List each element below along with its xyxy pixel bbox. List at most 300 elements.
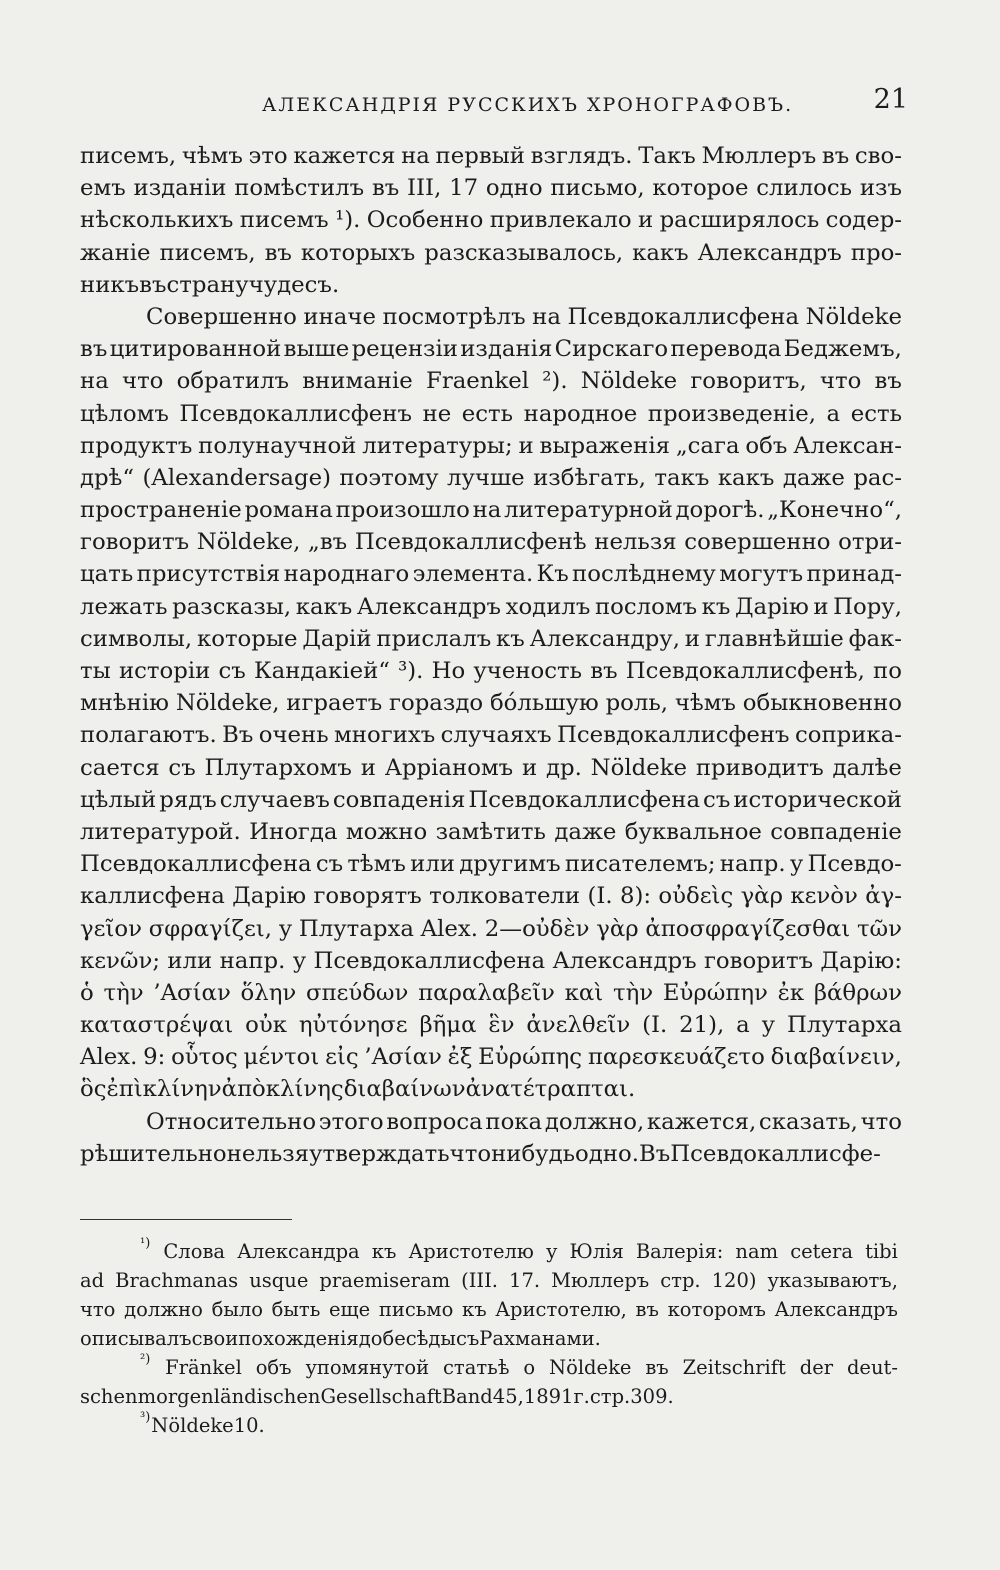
word: παραλαβεῖν — [418, 979, 555, 1006]
text-line — [80, 977, 902, 1009]
word: которомъ — [667, 1298, 766, 1321]
page-header — [80, 84, 908, 124]
word: многихъ — [334, 722, 436, 749]
word: и — [360, 754, 376, 781]
word: изъ — [859, 175, 902, 202]
word: очень — [258, 722, 329, 749]
word: цитированной — [109, 336, 282, 363]
word: διαβαίνων — [343, 1076, 466, 1103]
word: τὴν — [103, 979, 144, 1006]
word: должно — [124, 1298, 203, 1321]
word: вопроса — [386, 1108, 483, 1135]
word: совпаденія — [332, 786, 466, 813]
word: ἀνελθεῖν — [526, 1012, 631, 1039]
word: Псевдокаллисфена — [80, 851, 312, 878]
text-line — [80, 1237, 898, 1266]
word: въ — [645, 1356, 669, 1379]
word: (I. — [642, 1012, 668, 1039]
word: къ — [496, 625, 525, 652]
word: 17 — [449, 175, 479, 202]
word: дорогѣ. — [675, 497, 765, 524]
word: Nöldeke — [590, 754, 688, 781]
word: deut- — [846, 1356, 898, 1379]
word: было — [211, 1298, 263, 1321]
word: иначе — [303, 303, 376, 330]
word: Псевдокаллисфенъ — [557, 722, 790, 749]
word: ἐξ — [447, 1044, 473, 1071]
word: что — [819, 368, 862, 395]
word: съ — [455, 1327, 480, 1350]
word: ἓν — [488, 1012, 515, 1039]
word: обыкновенно — [742, 690, 902, 717]
word: цать — [80, 561, 134, 588]
word: Относительно — [146, 1108, 317, 1135]
text-line — [80, 204, 902, 236]
word: перевода — [670, 336, 782, 363]
word: въ — [80, 336, 108, 363]
footnotes — [80, 1237, 898, 1440]
word: „въ — [308, 529, 348, 556]
word: Валерія: — [635, 1240, 724, 1263]
word: Alex. — [420, 915, 479, 942]
word: которые — [196, 625, 298, 652]
word: цѣлый — [80, 786, 157, 813]
word: напр. — [719, 851, 786, 878]
word: Александръ — [356, 593, 502, 620]
word: какъ — [717, 464, 775, 491]
word: Псевдокаллисфенъ — [179, 400, 412, 427]
word: что — [80, 1298, 116, 1321]
text-line — [80, 237, 902, 269]
word: 10. — [233, 1414, 265, 1437]
text-line — [80, 269, 902, 301]
word: ἀνατέτραπται. — [465, 1076, 636, 1103]
text-line — [80, 816, 902, 848]
word: должно, — [544, 1108, 645, 1135]
word: есть — [461, 400, 514, 427]
word: др. — [545, 754, 582, 781]
word: похожденія — [238, 1327, 359, 1350]
word: указываютъ, — [767, 1269, 898, 1292]
word: упомянутой — [305, 1356, 430, 1379]
word: ученость — [473, 658, 583, 684]
footnote-separator — [80, 1219, 292, 1220]
word: рецензіи — [351, 336, 458, 363]
word: отри- — [838, 529, 902, 556]
word: съ — [315, 851, 344, 878]
word: полагаютъ. — [80, 722, 217, 749]
word: или — [410, 851, 455, 878]
word: мнѣнію — [80, 690, 170, 717]
word: Дарію: — [820, 947, 902, 974]
word: κενῶν; — [80, 947, 161, 974]
word: ³). — [398, 658, 424, 684]
word: одно — [485, 175, 543, 202]
word: Gesellschaft — [320, 1385, 442, 1408]
word: говоритъ, — [690, 368, 807, 395]
word: Псевдокаллисфена — [567, 303, 800, 330]
word: tibi — [865, 1240, 898, 1263]
word: полунаучной — [198, 432, 357, 459]
word: Псевдо- — [807, 851, 902, 878]
word: случаяхъ — [440, 722, 552, 749]
word: въ — [635, 1298, 659, 1321]
word: 120) — [711, 1269, 757, 1292]
word: про- — [850, 239, 902, 266]
word: писемъ — [239, 207, 329, 234]
word: γὰρ — [596, 915, 639, 942]
word: объ — [255, 1356, 292, 1379]
word: стр. — [589, 1385, 631, 1408]
word: это — [248, 143, 288, 169]
word: говорятъ — [313, 883, 422, 910]
word: другимъ — [459, 851, 561, 878]
word: κλίνης — [265, 1076, 344, 1103]
word: Въ — [638, 1140, 671, 1167]
text-line — [80, 848, 902, 880]
text-line — [80, 752, 902, 784]
word: кажется — [293, 143, 396, 169]
word: которое — [652, 175, 749, 202]
word: по — [873, 658, 902, 684]
word: произведеніе, — [647, 400, 816, 427]
word: der — [799, 1356, 834, 1379]
word: совпаденіе — [770, 818, 902, 845]
word: Εὐρώπην — [662, 979, 768, 1006]
word: рѣшительно — [80, 1140, 227, 1167]
word: играетъ — [286, 690, 383, 717]
text-line — [80, 430, 902, 462]
word: ὁ — [80, 979, 94, 1006]
word: элемента. — [412, 561, 534, 588]
word: народное — [523, 400, 638, 427]
word: а — [736, 1012, 750, 1039]
word: ἐπὶ — [106, 1076, 143, 1103]
word: Въ — [222, 722, 254, 749]
word: Александръ — [774, 1298, 898, 1321]
word: παρεσκευάζετο — [587, 1044, 765, 1071]
word: прислалъ — [376, 625, 492, 652]
word: нельзя — [594, 529, 677, 556]
word: съ — [218, 658, 246, 684]
word: ἐκ — [777, 979, 805, 1006]
word: толкователи — [429, 883, 581, 910]
word: буквальное — [624, 818, 762, 845]
text-line — [80, 1353, 898, 1382]
word: народнаго — [283, 561, 410, 588]
word: говоритъ — [703, 947, 814, 974]
word: съ — [703, 786, 731, 813]
word: εἰς — [325, 1044, 359, 1071]
word: въ — [821, 143, 850, 169]
word: на — [401, 143, 430, 169]
word: свои — [191, 1327, 239, 1350]
word: вниманіе — [302, 368, 413, 395]
word: писателемъ; — [564, 851, 716, 878]
word: οὐδεὶς — [658, 883, 734, 910]
word: и — [813, 593, 829, 620]
text-line — [80, 1295, 898, 1324]
word: г. — [573, 1385, 590, 1408]
body-text — [80, 140, 902, 1170]
word: страну — [166, 271, 249, 298]
word: дрѣ“ — [80, 464, 135, 491]
word: γὰρ — [740, 883, 783, 910]
word: посмотрѣлъ — [382, 303, 526, 330]
word: утверждать — [309, 1140, 450, 1167]
text-line — [80, 1138, 902, 1170]
word: на — [472, 497, 502, 524]
word: „Конечно“, — [767, 497, 902, 524]
word: нѣсколькихъ — [80, 207, 234, 234]
word: κλίνην — [142, 1076, 222, 1103]
text-line — [80, 880, 902, 912]
word: Дарію — [734, 593, 809, 620]
text-line — [80, 591, 902, 623]
word: что — [860, 1108, 902, 1135]
word: главнѣйшіе — [704, 625, 844, 652]
word: могутъ — [719, 561, 804, 588]
text-line — [80, 398, 902, 430]
word: объ — [745, 432, 788, 459]
word: 45, — [492, 1385, 524, 1408]
text-line — [80, 1106, 902, 1138]
text-line — [80, 1324, 898, 1353]
word: этого — [318, 1108, 384, 1135]
word: быть — [271, 1298, 321, 1321]
word: τῶν — [856, 915, 902, 942]
word: письмо, — [550, 175, 645, 202]
word: послѣднему — [572, 561, 716, 588]
word: 309. — [630, 1385, 674, 1408]
word: Иногда — [249, 818, 338, 845]
word: Band — [441, 1385, 493, 1408]
word: Плутарха — [298, 915, 414, 942]
word: Александръ — [697, 239, 842, 266]
word: чѣмъ — [181, 143, 243, 169]
text-line — [80, 945, 902, 977]
word: не — [422, 400, 452, 427]
word: обратилъ — [176, 368, 290, 395]
word: разсказы, — [172, 593, 292, 620]
word: къ — [701, 593, 731, 620]
word: емъ — [80, 175, 126, 202]
text-line — [80, 719, 902, 751]
word: Кандакіей“ — [254, 658, 390, 684]
word: 2—οὐδὲν — [484, 915, 590, 942]
text-line — [80, 462, 902, 494]
word: Nöldeke, — [175, 690, 280, 717]
word: романа — [244, 497, 333, 524]
word: такъ — [654, 464, 710, 491]
word: ¹). — [335, 207, 361, 234]
word: ты — [80, 658, 111, 684]
text-line — [80, 172, 902, 204]
word: еще — [328, 1298, 371, 1321]
word: съ — [168, 754, 196, 781]
word: Мюллеръ — [701, 143, 817, 169]
word: Nöldeke — [580, 368, 678, 395]
word: ’Ασίαν — [364, 1044, 442, 1071]
word: и — [521, 754, 538, 781]
word: на — [532, 303, 561, 330]
word: выраженія — [539, 432, 671, 459]
word: въ — [371, 175, 400, 202]
paragraph — [80, 140, 902, 301]
word: 1891 — [523, 1385, 574, 1408]
word: писемъ, — [159, 239, 256, 266]
word: ad — [80, 1269, 105, 1292]
text-line — [80, 1041, 902, 1073]
word: до — [358, 1327, 383, 1350]
text-line — [80, 1411, 898, 1440]
running-head: АЛЕКСАНДРІЯ РУССКИХЪ ХРОНОГРАФОВЪ. — [262, 94, 794, 116]
word: даже — [782, 464, 845, 491]
word: γεῖον — [80, 915, 142, 942]
word: ходилъ — [505, 593, 591, 620]
word: о — [523, 1356, 536, 1379]
word: σπεύδων — [305, 979, 409, 1006]
word: у — [292, 947, 307, 974]
word: сказать, — [758, 1108, 858, 1135]
text-line — [80, 623, 902, 655]
word: письмо — [378, 1298, 454, 1321]
word: нибудь — [491, 1140, 576, 1167]
word: Юлія — [569, 1240, 624, 1263]
word: Александръ — [552, 947, 697, 974]
word: Алексан- — [793, 432, 902, 459]
word: (III. — [461, 1269, 499, 1292]
word: Nöldeke, — [196, 529, 301, 556]
word: цѣломъ — [80, 400, 169, 427]
word: Аристотелю, — [495, 1298, 627, 1321]
word: а — [826, 400, 841, 427]
word: лежать — [80, 593, 168, 620]
word: Nöldeke — [151, 1414, 234, 1437]
word: Псевдокаллисфена — [468, 786, 701, 813]
text-line — [80, 1382, 898, 1411]
word: 17. — [509, 1269, 541, 1292]
word: III, — [407, 175, 442, 202]
footnote — [80, 1411, 898, 1440]
footnote-number: ¹) — [140, 1236, 151, 1251]
word: приводитъ — [695, 754, 824, 781]
word: Слова — [163, 1240, 226, 1263]
text-line — [80, 1266, 898, 1295]
word: принад- — [806, 561, 902, 588]
word: βάθρων — [813, 979, 902, 1006]
text-line — [80, 494, 902, 526]
word: фак- — [848, 625, 902, 652]
word: кажется, — [646, 1108, 757, 1135]
word: у — [278, 915, 293, 942]
word: 8): — [619, 883, 652, 910]
text-line — [80, 1009, 902, 1041]
word: есть — [850, 400, 902, 427]
word: κενὸν — [790, 883, 858, 910]
word: у — [545, 1240, 558, 1263]
text-line — [80, 365, 902, 397]
word: Zeitschrift — [682, 1356, 786, 1379]
word: Пору, — [833, 593, 902, 620]
word: Псевдокаллисфена — [313, 947, 546, 974]
text-line — [80, 526, 902, 558]
word: присутствія — [136, 561, 281, 588]
word: изданіи — [133, 175, 227, 202]
word: Такъ — [638, 143, 696, 169]
word: Плутарха — [786, 1012, 902, 1039]
word: τὴν — [612, 979, 654, 1006]
word: что — [449, 1140, 492, 1167]
word: καὶ — [564, 979, 604, 1006]
word: тѣмъ — [347, 851, 406, 878]
word: содер- — [825, 207, 902, 234]
word: Арріаномъ — [384, 754, 514, 781]
word: Плутархомъ — [204, 754, 352, 781]
word: помѣстилъ — [234, 175, 365, 202]
word: даже — [554, 818, 617, 845]
word: каллисфена — [80, 883, 225, 910]
word: выше — [283, 336, 350, 363]
footnote — [80, 1353, 898, 1411]
word: разсказывалось, — [424, 239, 624, 266]
word: или — [167, 947, 213, 974]
word: Псевдокаллисфенѣ — [354, 529, 587, 556]
word: ἀγ- — [865, 883, 902, 910]
word: Nöldeke — [549, 1356, 632, 1379]
word: роль, — [605, 690, 669, 717]
word: можно — [345, 818, 428, 845]
text-line — [80, 301, 902, 333]
word: рядъ — [159, 786, 217, 813]
word: къ — [371, 1240, 397, 1263]
text-line — [80, 558, 902, 590]
word: ὃς — [80, 1076, 107, 1103]
word: Александра — [237, 1240, 360, 1263]
word: продуктъ — [80, 432, 193, 459]
word: расширялось — [659, 207, 820, 234]
word: praemiseram — [319, 1269, 451, 1292]
word: сво- — [854, 143, 902, 169]
word: одно. — [575, 1140, 639, 1167]
word: исторіи — [118, 658, 211, 684]
word: бо́льшую — [489, 690, 599, 717]
word: чудесъ. — [248, 271, 340, 298]
word: гораздо — [389, 690, 484, 717]
word: Беджемъ, — [783, 336, 902, 363]
footnote — [80, 1237, 898, 1353]
text-line — [80, 687, 902, 719]
word: поэтому — [339, 464, 439, 491]
word: соприка- — [794, 722, 902, 749]
word: произошло — [335, 497, 470, 524]
word: въ — [264, 239, 292, 266]
word: Псевдокаллисфе- — [670, 1140, 881, 1167]
text-line — [80, 140, 902, 172]
word: и — [684, 625, 700, 652]
word: пространеніе — [80, 497, 242, 524]
word: 21), — [679, 1012, 725, 1039]
word: символы, — [80, 625, 193, 652]
word: ἀποσφραγίζεσθαι — [645, 915, 851, 942]
word: Аристотелю — [408, 1240, 534, 1263]
word: βῆμα — [419, 1012, 477, 1039]
word: взглядъ. — [530, 143, 633, 169]
word: usque — [249, 1269, 309, 1292]
word: статьѣ — [443, 1356, 510, 1379]
word: μέντοι — [243, 1044, 320, 1071]
word: писемъ, — [80, 143, 177, 169]
